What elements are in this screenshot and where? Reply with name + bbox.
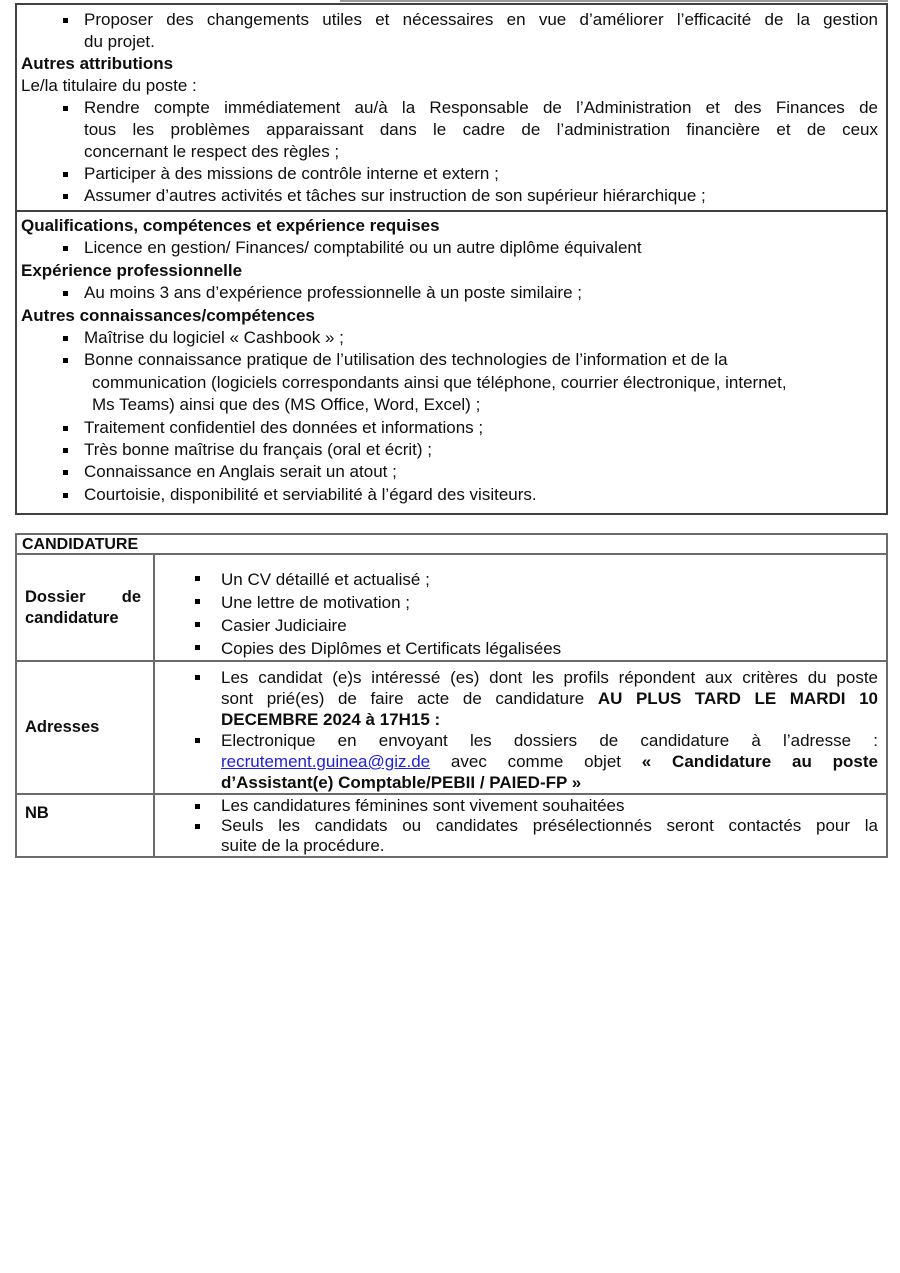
bullet-item [155, 637, 878, 660]
text-segment: Courtoisie, disponibilité et serviabilité à l’égard des visiteurs. [84, 484, 537, 504]
text-segment: avec comme objet [430, 752, 642, 771]
text-segment: candidature [25, 608, 119, 627]
nb-row [17, 793, 886, 856]
bullet-text [200, 637, 878, 660]
text-segment: Qualifications, compétences et expérience requises [21, 216, 440, 235]
text-segment: Casier Judiciaire [221, 616, 347, 635]
text-segment: Participer à des missions de contrôle interne et extern ; [84, 164, 499, 183]
text-segment: Connaissance en Anglais serait un atout ; [84, 462, 397, 482]
text-line [221, 688, 878, 709]
page-top-rule [340, 0, 888, 2]
bullet-item [21, 9, 878, 53]
text-segment: sont prié(es) de faire acte de candidature [221, 689, 598, 708]
bullet-item [21, 439, 878, 461]
bullet-item [21, 461, 878, 483]
adresses-label [17, 662, 155, 793]
text-segment: Le/la titulaire du poste : [21, 76, 197, 95]
bullet-item [21, 327, 878, 349]
text-line [25, 608, 141, 629]
candidature-table [15, 533, 888, 858]
dossier-content [155, 555, 886, 660]
text-segment: Traitement confidentiel des données et informations ; [84, 417, 484, 437]
bullet-text [200, 796, 878, 816]
text-segment: Adresses [25, 718, 100, 736]
text-segment: d’Assistant(e) Comptable/PEBII / PAIED-FP » [221, 773, 582, 792]
text-segment: Proposer des changements utiles et nécessaires en vue d’améliorer l’efficacité de la gestion [84, 10, 878, 29]
bullet-text [68, 349, 878, 416]
text-segment: tous les problèmes apparaissant dans le cadre de l’administration financière et de ceux [84, 120, 878, 139]
text-line [84, 9, 878, 31]
bullet-item [21, 185, 878, 207]
bullet-text [200, 730, 878, 793]
nb-content [155, 795, 886, 856]
bullet-item [155, 568, 878, 591]
bullet-item [21, 349, 878, 416]
text-line [221, 816, 878, 836]
text-line [84, 119, 878, 141]
attributions-section-1 [17, 5, 886, 210]
text-segment: concernant le respect des règles ; [84, 142, 340, 161]
adresses-row [17, 660, 886, 793]
text-segment: Autres connaissances/compétences [21, 305, 315, 325]
text-line [84, 141, 878, 163]
text-segment: Maîtrise du logiciel « Cashbook » ; [84, 328, 344, 348]
text-line [84, 372, 878, 394]
text-line [221, 836, 878, 856]
bullet-text [68, 97, 878, 163]
text-segment: NB [25, 804, 49, 822]
section-heading [21, 305, 878, 327]
bullet-item [155, 816, 878, 856]
text-segment: Rendre compte immédiatement au/à la Responsable de l’Administration et des Finances de [84, 98, 878, 117]
attributions-table [15, 3, 888, 515]
bullet-text [68, 327, 878, 349]
text-line [25, 587, 141, 608]
text-segment: Un CV détaillé et actualisé ; [221, 570, 430, 589]
bullet-item [155, 614, 878, 637]
bullet-item [21, 417, 878, 439]
bullet-item [155, 667, 878, 730]
text-segment: Licence en gestion/ Finances/ comptabilité ou un autre diplôme équivalent [84, 238, 642, 258]
bullet-item [21, 282, 878, 304]
dossier-row [17, 555, 886, 660]
text-segment: Copies des Diplômes et Certificats légalisées [221, 639, 562, 658]
text-segment: suite de la procédure. [221, 836, 385, 855]
email-link[interactable]: recrutement.guinea@giz.de [221, 752, 431, 771]
section-heading [21, 260, 878, 282]
text-segment: Seuls les candidats ou candidates présélectionnés seront contactés pour la [221, 816, 878, 835]
bullet-item [21, 237, 878, 259]
bullet-text [68, 237, 878, 259]
text-segment: communication (logiciels correspondants ainsi que téléphone, courrier électronique, internet, [92, 372, 787, 392]
text-segment: DECEMBRE 2024 à 17H15 : [221, 710, 441, 729]
bullet-text [68, 439, 878, 461]
text-segment: AU PLUS TARD LE MARDI 10 [597, 689, 878, 708]
bullet-item [155, 796, 878, 816]
text-segment: Expérience professionnelle [21, 260, 243, 280]
text-segment: Electronique en envoyant les dossiers de candidature à l’adresse : [221, 731, 878, 750]
bullet-text [68, 417, 878, 439]
candidature-table-body [17, 555, 886, 856]
text-segment: Ms Teams) ainsi que des (MS Office, Word, Excel) ; [92, 395, 481, 415]
candidature-header: CANDIDATURE [17, 535, 886, 555]
text-segment: Autres attributions [21, 54, 174, 73]
bullet-text [68, 461, 878, 483]
text-line [84, 31, 878, 53]
section-heading [21, 215, 878, 237]
text-segment: « Candidature au poste [641, 752, 878, 771]
bullet-text [68, 185, 878, 207]
bullet-text [200, 568, 878, 591]
bullet-text [68, 484, 878, 506]
text-line [84, 394, 878, 416]
text-line [84, 97, 878, 119]
dossier-label [17, 555, 155, 660]
text-segment: du projet. [84, 32, 155, 51]
bullet-item [155, 730, 878, 793]
bullet-item [21, 97, 878, 163]
text-segment: Les candidat (e)s intéressé (es) dont les profils répondent aux critères du poste [221, 668, 878, 687]
text-segment: Dossier de [25, 587, 141, 606]
text-line [221, 730, 878, 751]
nb-label [17, 795, 155, 856]
text-line [221, 667, 878, 688]
adresses-content [155, 662, 886, 793]
bullet-text [200, 816, 878, 856]
text-line [84, 349, 878, 371]
text-segment: Bonne connaissance pratique de l’utilisation des technologies de l’information et de la [84, 350, 728, 370]
text-segment: Au moins 3 ans d’expérience professionnelle à un poste similaire ; [84, 283, 582, 303]
bullet-text [68, 282, 878, 304]
bullet-text [200, 614, 878, 637]
bullet-item [21, 163, 878, 185]
text-segment: Assumer d’autres activités et tâches sur instruction de son supérieur hiérarchique ; [84, 186, 706, 205]
bullet-text [200, 667, 878, 730]
text-segment: Une lettre de motivation ; [221, 593, 410, 612]
text-segment: Très bonne maîtrise du français (oral et écrit) ; [84, 440, 433, 460]
attributions-section-2 [17, 210, 886, 513]
text-line [221, 751, 878, 772]
bullet-item [21, 484, 878, 506]
text-segment: Les candidatures féminines sont vivement souhaitées [221, 796, 625, 815]
section-heading [21, 53, 878, 75]
bullet-item [155, 591, 878, 614]
text-line [221, 772, 878, 793]
paragraph [21, 75, 878, 97]
bullet-text [68, 9, 878, 53]
text-line [221, 709, 878, 730]
bullet-text [200, 591, 878, 614]
bullet-text [68, 163, 878, 185]
